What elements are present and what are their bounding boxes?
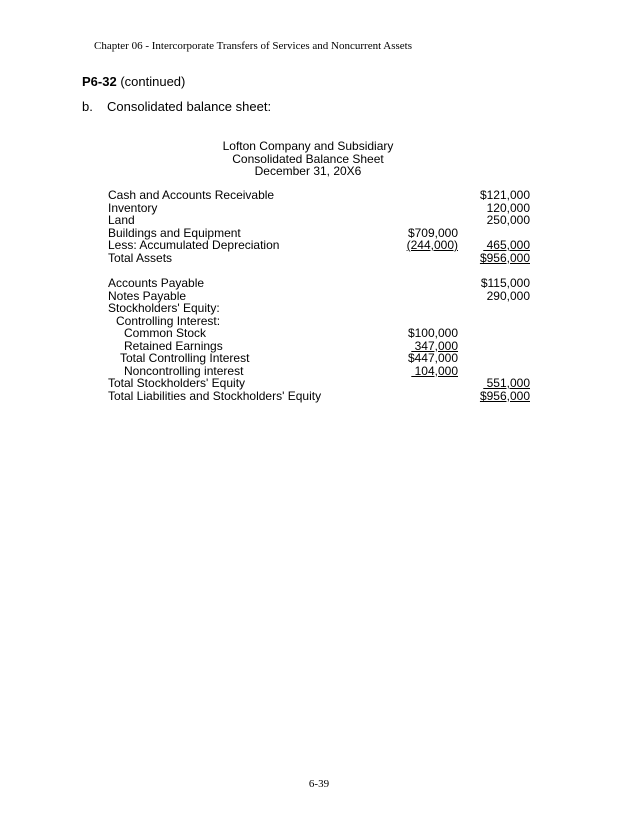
problem-number: P6-32 <box>82 74 117 89</box>
page-header: Chapter 06 - Intercorporate Transfers of Services and Noncurrent Assets <box>94 40 412 52</box>
row-label: Land <box>108 213 135 227</box>
row-label: Retained Earnings <box>124 338 223 353</box>
balance-sheet-row <box>0 377 638 390</box>
row-label: Total Liabilities and Stockholders' Equity <box>108 388 322 403</box>
row-total-value: 290,000 <box>486 288 530 303</box>
row-total-value: $956,000 <box>479 388 530 403</box>
balance-sheet-row <box>0 202 638 215</box>
row-spacer <box>0 264 638 277</box>
balance-sheet-row <box>0 315 638 328</box>
row-subtotal-value: $447,000 <box>407 351 458 365</box>
row-label: Less: Accumulated Depreciation <box>108 238 280 252</box>
row-label: Cash and Accounts Receivable <box>108 188 275 202</box>
part-heading <box>82 99 271 114</box>
balance-sheet-row <box>0 239 638 252</box>
row-label: Stockholders' Equity: <box>108 301 220 315</box>
company-name: Lofton Company and Subsidiary <box>222 139 394 153</box>
problem-suffix: (continued) <box>116 74 186 89</box>
row-total-value: 465,000 <box>483 238 530 252</box>
row-label: Total Controlling Interest <box>120 351 250 365</box>
row-label: Buildings and Equipment <box>108 225 241 240</box>
problem-heading <box>82 74 185 89</box>
row-total-value: $956,000 <box>479 250 530 265</box>
balance-sheet-row <box>0 352 638 365</box>
balance-sheet-row <box>0 290 638 303</box>
row-total-value: 551,000 <box>483 376 530 390</box>
balance-sheet-row <box>0 252 638 265</box>
row-label: Noncontrolling interest <box>124 363 244 378</box>
balance-sheet-row <box>0 214 638 227</box>
balance-sheet-row <box>0 277 638 290</box>
statement-title <box>160 140 456 178</box>
row-subtotal-value: 104,000 <box>411 363 458 378</box>
balance-sheet-row <box>0 227 638 240</box>
row-total-value: $121,000 <box>479 188 530 202</box>
row-label: Controlling Interest: <box>116 313 221 328</box>
row-subtotal-value: $100,000 <box>407 326 458 340</box>
row-total-value: 250,000 <box>486 213 530 227</box>
row-label: Common Stock <box>124 326 207 340</box>
row-subtotal-value: (244,000) <box>406 238 458 252</box>
row-label: Total Stockholders' Equity <box>108 376 246 390</box>
row-label: Notes Payable <box>108 288 187 303</box>
statement-name: Consolidated Balance Sheet <box>232 151 384 166</box>
balance-sheet-row <box>0 327 638 340</box>
row-total-value: 120,000 <box>486 200 530 215</box>
balance-sheet-row <box>0 365 638 378</box>
page-number: 6-39 <box>308 778 330 790</box>
balance-sheet-row <box>0 390 638 403</box>
part-letter: b. <box>82 99 93 114</box>
row-subtotal-value: 347,000 <box>411 338 458 353</box>
row-label: Total Assets <box>108 250 173 265</box>
balance-sheet-row <box>0 302 638 315</box>
balance-sheet-row <box>0 189 638 202</box>
row-label: Inventory <box>108 200 158 215</box>
row-subtotal-value: $709,000 <box>407 225 458 240</box>
row-total-value: $115,000 <box>480 276 530 290</box>
part-text: Consolidated balance sheet: <box>107 99 272 114</box>
balance-sheet <box>0 189 638 402</box>
statement-date: December 31, 20X6 <box>254 164 362 178</box>
row-label: Accounts Payable <box>108 276 205 290</box>
balance-sheet-row <box>0 340 638 353</box>
